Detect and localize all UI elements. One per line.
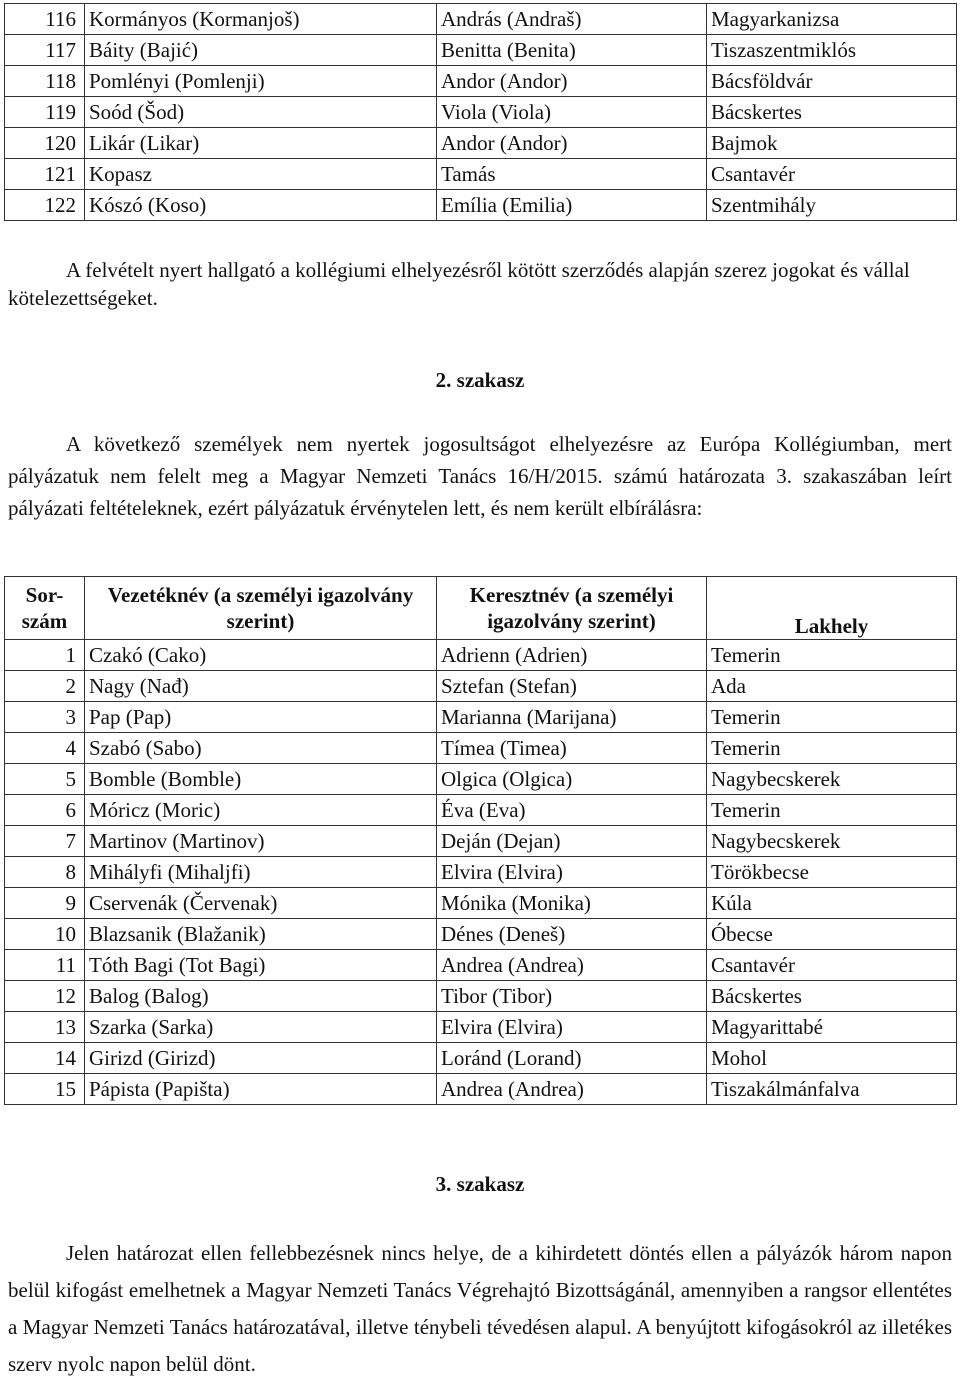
cell-surname: Nagy (Nađ)	[85, 671, 437, 702]
cell-serial-number: 4	[5, 733, 85, 764]
cell-surname: Móricz (Moric)	[85, 795, 437, 826]
cell-residence: Kúla	[707, 888, 957, 919]
table-row	[5, 888, 957, 919]
cell-given-name: Tamás	[437, 159, 707, 190]
cell-given-name: Tímea (Timea)	[437, 733, 707, 764]
paragraph-rights-obligations: A felvételt nyert hallgató a kollégiumi elhelyezésről kötött szerződés alapján szerez jogokat és vállal kötelezettségeket.	[8, 258, 910, 310]
cell-surname: Martinov (Martinov)	[85, 826, 437, 857]
cell-residence: Bácsföldvár	[707, 66, 957, 97]
cell-serial-number: 8	[5, 857, 85, 888]
cell-surname: Kószó (Koso)	[85, 190, 437, 221]
cell-surname: Soód (Šod)	[85, 97, 437, 128]
cell-serial-number: 116	[5, 4, 85, 35]
cell-surname: Czakó (Cako)	[85, 640, 437, 671]
cell-residence: Mohol	[707, 1043, 957, 1074]
cell-serial-number: 2	[5, 671, 85, 702]
header-surname: Vezetéknév (a személyi igazolvány szerint)	[85, 577, 437, 640]
table-row	[5, 671, 957, 702]
cell-surname: Pap (Pap)	[85, 702, 437, 733]
cell-surname: Likár (Likar)	[85, 128, 437, 159]
table-row	[5, 4, 957, 35]
cell-serial-number: 118	[5, 66, 85, 97]
cell-serial-number: 9	[5, 888, 85, 919]
cell-given-name: Dénes (Deneš)	[437, 919, 707, 950]
cell-given-name: Andrea (Andrea)	[437, 950, 707, 981]
cell-serial-number: 122	[5, 190, 85, 221]
cell-given-name: Andor (Andor)	[437, 128, 707, 159]
table-row	[5, 640, 957, 671]
table-row	[5, 733, 957, 764]
cell-surname: Girizd (Girizd)	[85, 1043, 437, 1074]
table-row	[5, 1012, 957, 1043]
table-row	[5, 159, 957, 190]
table-row	[5, 826, 957, 857]
cell-given-name: Marianna (Marijana)	[437, 702, 707, 733]
cell-surname: Bomble (Bomble)	[85, 764, 437, 795]
table-row	[5, 919, 957, 950]
cell-given-name: Viola (Viola)	[437, 97, 707, 128]
cell-given-name: Elvira (Elvira)	[437, 1012, 707, 1043]
cell-surname: Balog (Balog)	[85, 981, 437, 1012]
table-row	[5, 950, 957, 981]
cell-residence: Törökbecse	[707, 857, 957, 888]
cell-given-name: Deján (Dejan)	[437, 826, 707, 857]
cell-given-name: Emília (Emilia)	[437, 190, 707, 221]
cell-serial-number: 7	[5, 826, 85, 857]
rejected-applicants-table	[4, 576, 957, 1105]
table-row	[5, 190, 957, 221]
section-heading-2: 2. szakasz	[435, 368, 525, 392]
cell-surname: Báity (Bajić)	[85, 35, 437, 66]
cell-given-name: András (Andraš)	[437, 4, 707, 35]
cell-given-name: Olgica (Olgica)	[437, 764, 707, 795]
cell-given-name: Mónika (Monika)	[437, 888, 707, 919]
cell-serial-number: 11	[5, 950, 85, 981]
cell-given-name: Adrienn (Adrien)	[437, 640, 707, 671]
cell-given-name: Sztefan (Stefan)	[437, 671, 707, 702]
paragraph-rejected-applicants: A következő személyek nem nyertek jogosultságot elhelyezésre az Európa Kollégiumban, mert pályázatuk nem felelt meg a Magyar Nemzeti Tanács 16/H/2015. számú határozata 3. szakaszában leírt pályázati feltételeknek, ezért pályázatuk érvénytelen lett, és nem került elbírálásra:	[8, 432, 952, 520]
cell-serial-number: 1	[5, 640, 85, 671]
cell-serial-number: 15	[5, 1074, 85, 1105]
cell-residence: Ada	[707, 671, 957, 702]
cell-given-name: Benitta (Benita)	[437, 35, 707, 66]
paragraph-appeal-info: Jelen határozat ellen fellebbezésnek nincs helye, de a kihirdetett döntés ellen a pályázók három napon belül kifogást emelhetnek a Magyar Nemzeti Tanács Végrehajtó Bizottságánál, amennyiben a rangsor ellentétes a Magyar Nemzeti Tanács határozatával, illetve ténybeli tévedésen alapul. A benyújtott kifogásokról az illetékes szerv nyolc napon belül dönt.	[8, 1241, 952, 1376]
table-header-row	[5, 577, 957, 640]
cell-residence: Tiszaszentmiklós	[707, 35, 957, 66]
cell-serial-number: 14	[5, 1043, 85, 1074]
header-serial-number: Sor-szám	[5, 577, 85, 640]
cell-surname: Blazsanik (Blažanik)	[85, 919, 437, 950]
cell-given-name: Tibor (Tibor)	[437, 981, 707, 1012]
cell-residence: Szentmihály	[707, 190, 957, 221]
cell-surname: Pápista (Papišta)	[85, 1074, 437, 1105]
table-row	[5, 66, 957, 97]
table-row	[5, 35, 957, 66]
table-row	[5, 97, 957, 128]
cell-serial-number: 121	[5, 159, 85, 190]
cell-surname: Tóth Bagi (Tot Bagi)	[85, 950, 437, 981]
admitted-students-table-continued	[4, 3, 957, 221]
table-row	[5, 795, 957, 826]
cell-surname: Pomlényi (Pomlenji)	[85, 66, 437, 97]
cell-residence: Bácskertes	[707, 981, 957, 1012]
cell-serial-number: 120	[5, 128, 85, 159]
table-row	[5, 981, 957, 1012]
cell-given-name: Éva (Eva)	[437, 795, 707, 826]
cell-surname: Szarka (Sarka)	[85, 1012, 437, 1043]
header-given-name: Keresztnév (a személyi igazolvány szerint)	[437, 577, 707, 640]
cell-serial-number: 3	[5, 702, 85, 733]
cell-serial-number: 5	[5, 764, 85, 795]
cell-serial-number: 117	[5, 35, 85, 66]
cell-residence: Bácskertes	[707, 97, 957, 128]
cell-residence: Magyarkanizsa	[707, 4, 957, 35]
table-row	[5, 128, 957, 159]
cell-residence: Temerin	[707, 702, 957, 733]
cell-residence: Temerin	[707, 795, 957, 826]
cell-serial-number: 12	[5, 981, 85, 1012]
cell-surname: Cservenák (Červenak)	[85, 888, 437, 919]
cell-residence: Nagybecskerek	[707, 764, 957, 795]
cell-surname: Mihályfi (Mihaljfi)	[85, 857, 437, 888]
cell-residence: Csantavér	[707, 950, 957, 981]
cell-serial-number: 119	[5, 97, 85, 128]
cell-surname: Kopasz	[85, 159, 437, 190]
cell-given-name: Andrea (Andrea)	[437, 1074, 707, 1105]
table-row	[5, 1043, 957, 1074]
table-row	[5, 702, 957, 733]
table-row	[5, 764, 957, 795]
cell-residence: Nagybecskerek	[707, 826, 957, 857]
cell-residence: Bajmok	[707, 128, 957, 159]
cell-given-name: Andor (Andor)	[437, 66, 707, 97]
cell-residence: Csantavér	[707, 159, 957, 190]
cell-residence: Temerin	[707, 733, 957, 764]
cell-residence: Tiszakálmánfalva	[707, 1074, 957, 1105]
table-row	[5, 857, 957, 888]
cell-serial-number: 10	[5, 919, 85, 950]
cell-serial-number: 6	[5, 795, 85, 826]
cell-given-name: Loránd (Lorand)	[437, 1043, 707, 1074]
cell-given-name: Elvira (Elvira)	[437, 857, 707, 888]
cell-residence: Óbecse	[707, 919, 957, 950]
cell-serial-number: 13	[5, 1012, 85, 1043]
header-residence: Lakhely	[707, 577, 957, 640]
section-heading-3: 3. szakasz	[435, 1172, 525, 1196]
table-row	[5, 1074, 957, 1105]
cell-surname: Kormányos (Kormanjoš)	[85, 4, 437, 35]
cell-surname: Szabó (Sabo)	[85, 733, 437, 764]
cell-residence: Magyarittabé	[707, 1012, 957, 1043]
cell-residence: Temerin	[707, 640, 957, 671]
